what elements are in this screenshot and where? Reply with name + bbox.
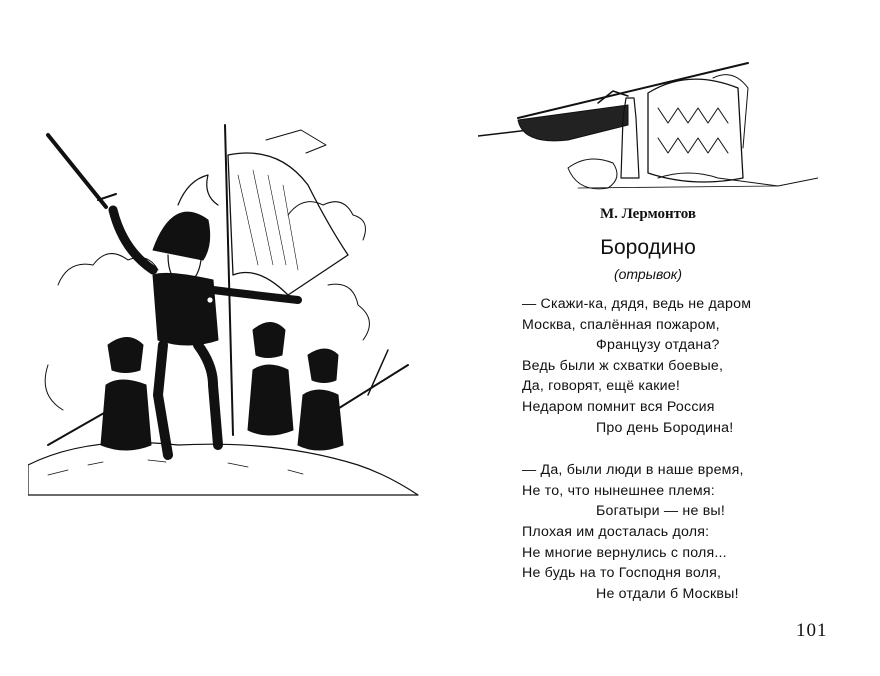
poem-line: Да, говорят, ещё какие! [522,378,680,395]
poem-line: Про день Бородина! [596,419,734,436]
poem [522,294,822,604]
poem-line: Недаром помнит вся Россия [522,398,715,415]
page-number: 101 [796,620,828,641]
poem-line: Плохая им досталась доля: [522,523,710,540]
poem-line: Богатыри — не вы! [596,503,725,520]
poem-line: Не будь на то Господня воля, [522,565,722,582]
page-subtitle: (отрывок) [613,266,683,282]
battle-illustration [28,115,428,510]
text-column [478,0,818,676]
poem-line: Не то, что нынешнее племя: [522,482,715,499]
author-name: М. Лермонтов [599,206,697,222]
page-title: Бородино [600,236,696,259]
poem-line: Не многие вернулись с поля... [522,544,727,561]
stanza-break [522,438,822,460]
poem-line: Ведь были ж схватки боевые, [522,357,724,374]
poem-line: Москва, спалённая пожаром, [522,316,720,333]
poem-line: Французу отдана? [596,337,720,354]
poem-line: Не отдали б Москвы! [596,585,739,602]
poem-line: — Скажи-ка, дядя, ведь не даром [522,296,752,312]
poem-line: — Да, были люди в наше время, [522,462,744,479]
